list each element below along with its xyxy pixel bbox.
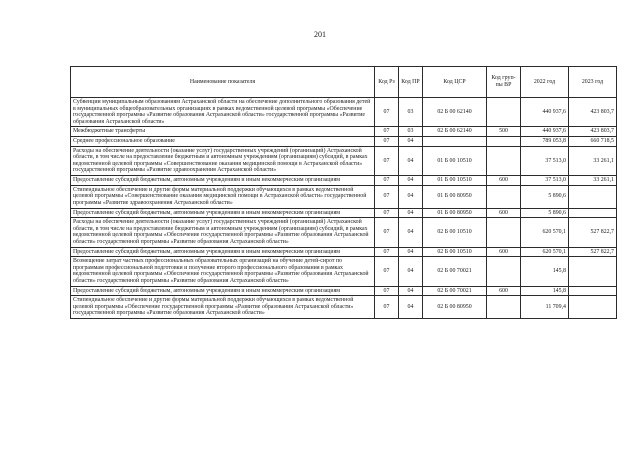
cell-2023: 423 803,7 — [569, 127, 617, 137]
cell-2022: 5 890,6 — [521, 185, 569, 208]
cell-name: Предоставление субсидий бюджетным, автономным учреждениям и иным некоммерческим организациям — [71, 286, 375, 296]
cell-rz: 07 — [375, 247, 399, 257]
cell-2022: 145,8 — [521, 257, 569, 286]
table-header-row — [71, 67, 617, 98]
header-2023: 2023 год — [569, 67, 617, 98]
cell-2022: 145,8 — [521, 286, 569, 296]
cell-2022: 5 890,6 — [521, 208, 569, 218]
cell-csr — [423, 137, 487, 147]
cell-2023 — [569, 296, 617, 319]
cell-2023: 33 261,1 — [569, 146, 617, 175]
cell-pr: 04 — [399, 257, 423, 286]
cell-csr: 01 Б 00 10510 — [423, 146, 487, 175]
cell-name: Возмещение затрат частных профессиональных образовательных организаций на обучение детей-сирот по программам профессиональной подготовки и получение второго профессионального образования в рамках ведомственной целевой программы «Обеспечение государственной программы «Развитие образования Астраханской области» государственной программы «Развитие образования Астраханской области» — [71, 257, 375, 286]
cell-2022: 37 513,0 — [521, 176, 569, 186]
table-row — [71, 286, 617, 296]
header-pr: Код ПР — [399, 67, 423, 98]
cell-2023 — [569, 185, 617, 208]
table-row — [71, 218, 617, 247]
cell-name: Субвенции муниципальным образованиям Астраханской области на обеспечение дополнительного образования детей в муниципальных общеобразовательных организациях в рамках ведомственной целевой программы «Обеспечение государственной программы «Развитие образования Астраханской области» государственной программы «Развитие образования Астраханской области» — [71, 98, 375, 127]
cell-pr: 04 — [399, 185, 423, 208]
cell-csr: 02 Б 00 62140 — [423, 98, 487, 127]
header-csr: Код ЦСР — [423, 67, 487, 98]
cell-rz: 07 — [375, 98, 399, 127]
table-row — [71, 176, 617, 186]
cell-pr: 03 — [399, 98, 423, 127]
cell-pr: 04 — [399, 247, 423, 257]
cell-2023 — [569, 208, 617, 218]
table-row — [71, 127, 617, 137]
header-vr: Код груп-пы ВР — [487, 67, 521, 98]
cell-csr: 01 Б 00 80950 — [423, 185, 487, 208]
header-2022: 2022 год — [521, 67, 569, 98]
cell-name: Предоставление субсидий бюджетным, автономным учреждениям и иным некоммерческим организациям — [71, 176, 375, 186]
cell-name: Стипендиальное обеспечение и другие формы материальной поддержки обучающихся в рамках ведомственной целевой программы «Совершенствование оказания медицинской помощи в Астраханской области» государственной программы «Развитие здравоохранения Астраханской области» — [71, 185, 375, 208]
cell-rz: 07 — [375, 296, 399, 319]
table-row — [71, 296, 617, 319]
cell-2023: 527 822,7 — [569, 218, 617, 247]
cell-rz: 07 — [375, 176, 399, 186]
cell-vr — [487, 296, 521, 319]
cell-csr: 02 Б 00 10510 — [423, 218, 487, 247]
cell-csr: 02 Б 00 62140 — [423, 127, 487, 137]
cell-2022: 620 570,1 — [521, 218, 569, 247]
cell-2022: 11 709,4 — [521, 296, 569, 319]
cell-pr: 04 — [399, 218, 423, 247]
cell-2023: 527 822,7 — [569, 247, 617, 257]
cell-csr: 02 Б 00 80950 — [423, 296, 487, 319]
cell-name: Межбюджетные трансферты — [71, 127, 375, 137]
cell-vr: 600 — [487, 208, 521, 218]
cell-2023: 33 261,1 — [569, 176, 617, 186]
cell-2022: 620 570,1 — [521, 247, 569, 257]
cell-csr: 01 Б 00 10510 — [423, 176, 487, 186]
cell-pr: 04 — [399, 208, 423, 218]
table-row — [71, 137, 617, 147]
cell-rz: 07 — [375, 127, 399, 137]
cell-vr: 500 — [487, 127, 521, 137]
cell-2023 — [569, 286, 617, 296]
cell-vr — [487, 137, 521, 147]
cell-vr — [487, 257, 521, 286]
cell-pr: 04 — [399, 176, 423, 186]
cell-vr: 600 — [487, 286, 521, 296]
cell-pr: 03 — [399, 127, 423, 137]
cell-name: Расходы на обеспечение деятельности (оказание услуг) государственных учреждений (организаций) Астраханской области, в том числе на предоставление бюджетным и автономным учреждениям (организациям) субсидий, в рамках ведомственной целевой программы «Обеспечение государственной программы «Развитие образования Астраханской области» государственной программы «Развитие образования Астраханской области» — [71, 218, 375, 247]
cell-pr: 04 — [399, 296, 423, 319]
cell-vr: 600 — [487, 176, 521, 186]
cell-csr: 02 Б 00 70021 — [423, 257, 487, 286]
cell-pr: 04 — [399, 146, 423, 175]
cell-csr: 02 Б 00 70021 — [423, 286, 487, 296]
cell-2023: 660 718,5 — [569, 137, 617, 147]
cell-rz: 07 — [375, 208, 399, 218]
cell-vr — [487, 185, 521, 208]
cell-csr: 02 Б 00 10510 — [423, 247, 487, 257]
cell-2022: 440 937,6 — [521, 127, 569, 137]
cell-vr — [487, 146, 521, 175]
cell-rz: 07 — [375, 286, 399, 296]
cell-csr: 01 Б 00 80950 — [423, 208, 487, 218]
table-row — [71, 208, 617, 218]
cell-pr: 04 — [399, 137, 423, 147]
cell-2022: 789 053,8 — [521, 137, 569, 147]
table-row — [71, 146, 617, 175]
cell-rz: 07 — [375, 257, 399, 286]
cell-name: Расходы на обеспечение деятельности (оказание услуг) государственных учреждений (организаций) Астраханской области, в том числе на предоставление бюджетным и автономным учреждениям (организациям) субсидий, в рамках ведомственной целевой программы «Совершенствование оказания медицинской помощи в Астраханской области» государственной программы «Развитие здравоохранения Астраханской области» — [71, 146, 375, 175]
cell-name: Среднее профессиональное образование — [71, 137, 375, 147]
cell-2023 — [569, 257, 617, 286]
budget-table — [70, 66, 617, 319]
header-name: Наименование показателя — [71, 67, 375, 98]
cell-2022: 37 513,0 — [521, 146, 569, 175]
cell-rz: 07 — [375, 137, 399, 147]
cell-rz: 07 — [375, 146, 399, 175]
cell-vr — [487, 98, 521, 127]
header-rz: Код Рз — [375, 67, 399, 98]
table-row — [71, 98, 617, 127]
cell-pr: 04 — [399, 286, 423, 296]
table-row — [71, 247, 617, 257]
page-number: 201 — [314, 30, 326, 39]
table-row — [71, 257, 617, 286]
cell-2022: 440 937,6 — [521, 98, 569, 127]
cell-name: Предоставление субсидий бюджетным, автономным учреждениям и иным некоммерческим организациям — [71, 247, 375, 257]
cell-rz: 07 — [375, 218, 399, 247]
cell-name: Предоставление субсидий бюджетным, автономным учреждениям и иным некоммерческим организациям — [71, 208, 375, 218]
cell-vr — [487, 218, 521, 247]
cell-rz: 07 — [375, 185, 399, 208]
table-row — [71, 185, 617, 208]
cell-2023: 423 803,7 — [569, 98, 617, 127]
cell-vr: 600 — [487, 247, 521, 257]
cell-name: Стипендиальное обеспечение и другие формы материальной поддержки обучающихся в рамках ведомственной целевой программы «Обеспечение государственной программы «Развитие образования Астраханской области» государственной программы «Развитие образования Астраханской области» — [71, 296, 375, 319]
